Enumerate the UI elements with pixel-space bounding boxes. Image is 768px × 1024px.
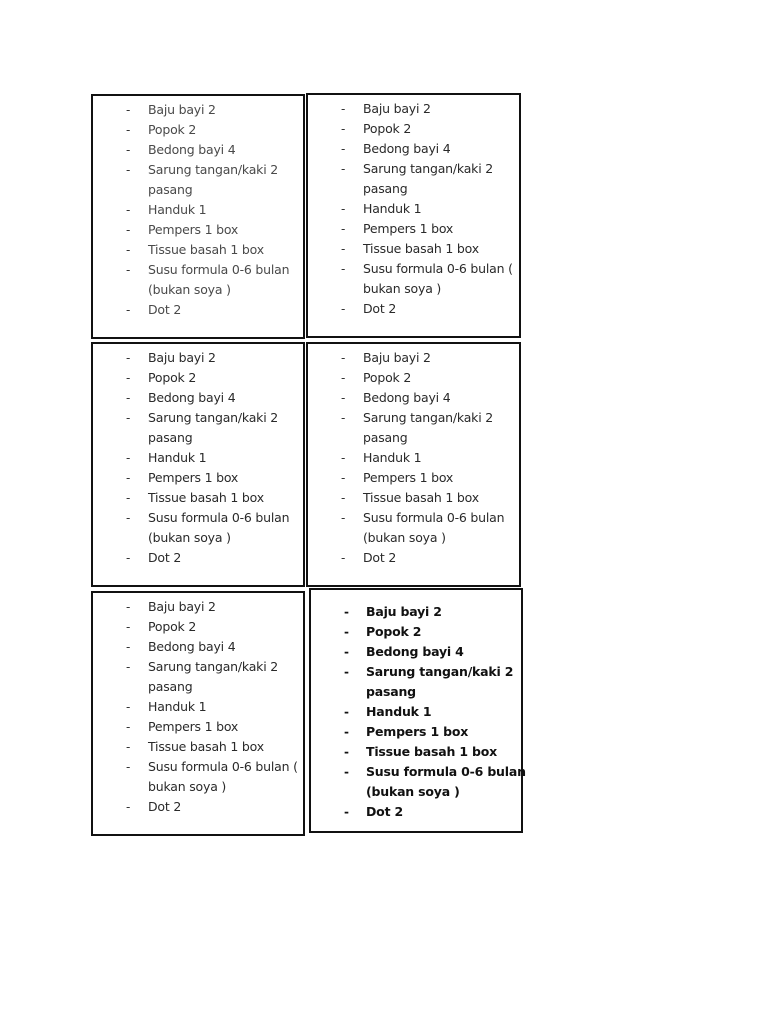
list-item [93, 280, 303, 300]
list-item [93, 657, 303, 677]
bullet-dash: - [344, 605, 349, 619]
list-item [311, 662, 521, 682]
list-item [308, 368, 519, 388]
list-item [311, 642, 521, 662]
list-item [308, 428, 519, 448]
item-text: Baju bayi 2 [363, 350, 431, 365]
list-item [93, 408, 303, 428]
list-item [308, 219, 519, 239]
item-text: Handuk 1 [363, 450, 422, 465]
item-text: Pempers 1 box [363, 470, 454, 485]
item-text: Dot 2 [366, 804, 403, 819]
list-item [308, 239, 519, 259]
bullet-dash: - [341, 391, 346, 405]
item-text: Baju bayi 2 [148, 599, 216, 614]
bullet-dash: - [341, 222, 346, 236]
list-item [93, 120, 303, 140]
list-item [308, 199, 519, 219]
bullet-dash: - [126, 720, 131, 734]
list-item [308, 508, 519, 528]
list-item [311, 722, 521, 742]
checklist-card-1 [91, 94, 305, 339]
bullet-dash: - [341, 122, 346, 136]
item-text: Sarung tangan/kaki 2 [366, 664, 514, 679]
list-item [93, 617, 303, 637]
list-item [93, 777, 303, 797]
list-item [93, 300, 303, 320]
item-text: Pempers 1 box [148, 470, 239, 485]
bullet-dash: - [344, 625, 349, 639]
checklist-card-2 [306, 93, 521, 338]
item-text: Sarung tangan/kaki 2 [363, 161, 494, 176]
bullet-dash: - [344, 805, 349, 819]
bullet-dash: - [126, 660, 131, 674]
bullet-dash: - [126, 511, 131, 525]
list-item [93, 348, 303, 368]
item-text: Popok 2 [148, 619, 197, 634]
list-item [93, 528, 303, 548]
item-text: Baju bayi 2 [363, 101, 431, 116]
bullet-dash: - [126, 600, 131, 614]
item-text: Susu formula 0-6 bulan [363, 510, 505, 525]
list-item [93, 388, 303, 408]
list-item [311, 622, 521, 642]
checklist-card-3 [91, 342, 305, 587]
bullet-dash: - [126, 223, 131, 237]
item-text: Bedong bayi 4 [363, 390, 451, 405]
item-text: Baju bayi 2 [366, 604, 442, 619]
list-item [93, 140, 303, 160]
item-text: Bedong bayi 4 [148, 142, 236, 157]
bullet-dash: - [126, 471, 131, 485]
bullet-dash: - [341, 371, 346, 385]
item-text: Tissue basah 1 box [363, 241, 479, 256]
list-item [93, 448, 303, 468]
item-text: Pempers 1 box [366, 724, 469, 739]
item-text: Bedong bayi 4 [148, 390, 236, 405]
bullet-dash: - [126, 620, 131, 634]
list-item [93, 160, 303, 180]
list-item [93, 468, 303, 488]
list-item [93, 637, 303, 657]
list-item [308, 548, 519, 568]
bullet-dash: - [126, 163, 131, 177]
bullet-dash: - [341, 142, 346, 156]
list-item [93, 428, 303, 448]
list-item [308, 448, 519, 468]
item-text: Dot 2 [363, 301, 397, 316]
list-item [308, 348, 519, 368]
list-item [93, 260, 303, 280]
list-item [93, 488, 303, 508]
list-item [311, 742, 521, 762]
list-item [308, 159, 519, 179]
bullet-dash: - [344, 725, 349, 739]
item-text: Tissue basah 1 box [363, 490, 479, 505]
bullet-dash: - [341, 202, 346, 216]
list-item [93, 548, 303, 568]
bullet-dash: - [344, 745, 349, 759]
list-item [93, 737, 303, 757]
item-text: Dot 2 [148, 550, 182, 565]
list-item [311, 682, 521, 702]
list-item [311, 702, 521, 722]
bullet-dash: - [341, 491, 346, 505]
bullet-dash: - [341, 302, 346, 316]
list-item [93, 220, 303, 240]
bullet-dash: - [126, 411, 131, 425]
bullet-dash: - [126, 243, 131, 257]
checklist-card-4 [306, 342, 521, 587]
list-item [308, 99, 519, 119]
bullet-dash: - [344, 645, 349, 659]
bullet-dash: - [126, 700, 131, 714]
bullet-dash: - [126, 203, 131, 217]
checklist-card-6 [309, 588, 526, 833]
list-item [308, 488, 519, 508]
item-text: bukan soya ) [363, 281, 442, 296]
item-text: Dot 2 [148, 799, 182, 814]
item-text: Popok 2 [363, 121, 412, 136]
bullet-dash: - [341, 102, 346, 116]
list-item [308, 388, 519, 408]
item-text: Bedong bayi 4 [366, 644, 464, 659]
list-item [311, 602, 521, 622]
item-text: Sarung tangan/kaki 2 [363, 410, 494, 425]
list-item [311, 782, 521, 802]
item-text: Popok 2 [366, 624, 422, 639]
bullet-dash: - [126, 391, 131, 405]
list-item [93, 180, 303, 200]
item-text: Handuk 1 [148, 450, 207, 465]
bullet-dash: - [341, 451, 346, 465]
list-item [93, 597, 303, 617]
item-text: Baju bayi 2 [148, 102, 216, 117]
list-item [308, 139, 519, 159]
list-item [308, 259, 519, 279]
bullet-dash: - [341, 162, 346, 176]
item-text: Tissue basah 1 box [148, 739, 264, 754]
bullet-dash: - [341, 242, 346, 256]
bullet-dash: - [126, 351, 131, 365]
list-item [308, 119, 519, 139]
item-text: Popok 2 [148, 370, 197, 385]
list-item [93, 100, 303, 120]
bullet-dash: - [126, 640, 131, 654]
list-item [93, 797, 303, 817]
bullet-dash: - [341, 262, 346, 276]
bullet-dash: - [126, 760, 131, 774]
list-item [93, 508, 303, 528]
bullet-dash: - [126, 551, 131, 565]
bullet-dash: - [126, 123, 131, 137]
bullet-dash: - [126, 371, 131, 385]
item-text: Tissue basah 1 box [148, 242, 264, 257]
item-text: Dot 2 [363, 550, 397, 565]
item-text: (bukan soya ) [148, 282, 231, 297]
item-text: Susu formula 0-6 bulan [148, 510, 290, 525]
item-text: Sarung tangan/kaki 2 [148, 162, 279, 177]
item-text: pasang [148, 430, 193, 445]
item-text: (bukan soya ) [148, 530, 231, 545]
list-item [308, 299, 519, 319]
list-item [308, 408, 519, 428]
bullet-dash: - [341, 351, 346, 365]
list-item [311, 802, 521, 822]
item-text: (bukan soya ) [366, 784, 460, 799]
bullet-dash: - [126, 303, 131, 317]
item-text: Pempers 1 box [148, 222, 239, 237]
item-text: Sarung tangan/kaki 2 [148, 659, 279, 674]
item-text: (bukan soya ) [363, 530, 446, 545]
item-text: Tissue basah 1 box [366, 744, 497, 759]
bullet-dash: - [126, 263, 131, 277]
bullet-dash: - [126, 143, 131, 157]
bullet-dash: - [341, 511, 346, 525]
list-item [93, 368, 303, 388]
item-text: Susu formula 0-6 bulan ( [148, 759, 298, 774]
item-text: Handuk 1 [366, 704, 432, 719]
item-text: Handuk 1 [363, 201, 422, 216]
bullet-dash: - [341, 411, 346, 425]
list-item [308, 279, 519, 299]
item-text: Bedong bayi 4 [363, 141, 451, 156]
item-text: pasang [363, 181, 408, 196]
list-item [308, 528, 519, 548]
item-text: pasang [148, 182, 193, 197]
item-text: Susu formula 0-6 bulan [366, 764, 526, 779]
list-item [308, 179, 519, 199]
list-item [93, 697, 303, 717]
item-text: Bedong bayi 4 [148, 639, 236, 654]
item-text: Pempers 1 box [148, 719, 239, 734]
list-item [93, 677, 303, 697]
item-text: Sarung tangan/kaki 2 [148, 410, 279, 425]
item-text: Tissue basah 1 box [148, 490, 264, 505]
bullet-dash: - [344, 665, 349, 679]
item-text: pasang [148, 679, 193, 694]
item-text: Susu formula 0-6 bulan [148, 262, 290, 277]
item-text: Baju bayi 2 [148, 350, 216, 365]
item-text: bukan soya ) [148, 779, 227, 794]
item-text: Popok 2 [363, 370, 412, 385]
bullet-dash: - [126, 491, 131, 505]
list-item [93, 757, 303, 777]
bullet-dash: - [341, 471, 346, 485]
bullet-dash: - [126, 451, 131, 465]
bullet-dash: - [126, 740, 131, 754]
item-text: pasang [366, 684, 416, 699]
list-item [311, 762, 526, 782]
list-item [308, 468, 519, 488]
checklist-card-5 [91, 591, 305, 836]
bullet-dash: - [126, 800, 131, 814]
list-item [93, 717, 303, 737]
item-text: Handuk 1 [148, 699, 207, 714]
item-text: Dot 2 [148, 302, 182, 317]
bullet-dash: - [126, 103, 131, 117]
item-text: Susu formula 0-6 bulan ( [363, 261, 513, 276]
item-text: Popok 2 [148, 122, 197, 137]
item-text: Handuk 1 [148, 202, 207, 217]
bullet-dash: - [344, 705, 349, 719]
bullet-dash: - [344, 765, 349, 779]
bullet-dash: - [341, 551, 346, 565]
item-text: Pempers 1 box [363, 221, 454, 236]
list-item [93, 200, 303, 220]
list-item [93, 240, 303, 260]
item-text: pasang [363, 430, 408, 445]
